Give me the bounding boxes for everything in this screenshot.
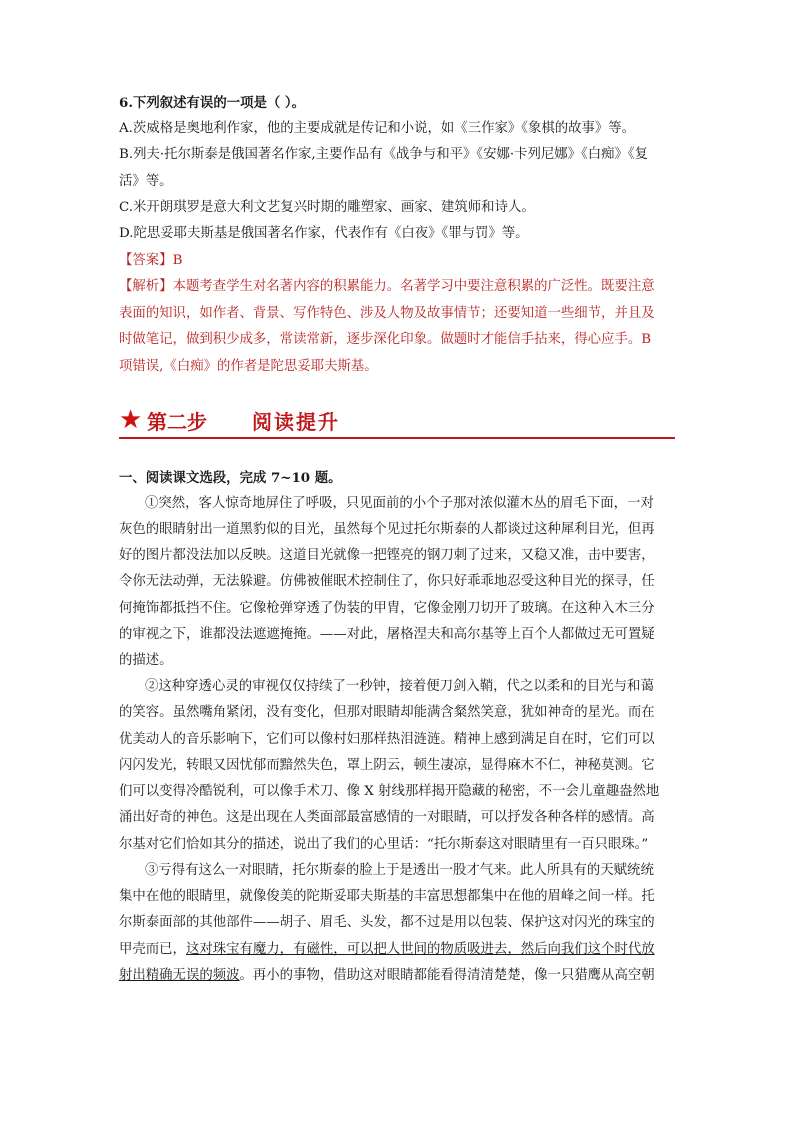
answer-label: 【答案】 — [119, 253, 173, 268]
analysis-line-3: 时做笔记，做到积少成多，常读常新，逐步深化印象。做题时才能信手拈来，得心应手。B — [119, 332, 652, 347]
section-title: 阅读提升 — [252, 410, 340, 434]
option-a: A.茨威格是奥地利作家，他的主要成就是传记和小说，如《三作家》《象棋的故事》等。 — [119, 121, 636, 136]
option-b-cont: 活》等。 — [119, 174, 173, 189]
para3-line-1 — [119, 861, 675, 881]
analysis-line-1 — [119, 277, 675, 297]
option-d: D.陀思妥耶夫斯基是俄国著名作家，代表作有《白夜》《罪与罚》等。 — [119, 226, 529, 241]
option-b: B.列夫·托尔斯泰是俄国著名作家,主要作品有《战争与和平》《安娜·卡列尼娜》《白痴》《复 — [119, 147, 648, 162]
para2-line-6: 涌出好奇的神色。这是出现在人类面部最富感情的一对眼睛，可以抒发各种各样的感情。高 — [119, 810, 655, 825]
para3-line-2: 集中在他的眼睛里，就像俊美的陀斯妥耶夫斯基的丰富思想都集中在他的眉峰之间一样。托 — [119, 889, 655, 904]
star-icon: ★ — [119, 405, 143, 435]
para3-text-1: ③亏得有这么一对眼睛，托尔斯泰的脸上于是透出一股才气来。此人所具有的天赋统统 — [145, 863, 654, 878]
section-step: 第二步 — [147, 410, 207, 434]
analysis-line-2: 表面的知识，如作者、背景、写作特色、涉及人物及故事情节；还要知道一些细节，并且及 — [119, 306, 655, 321]
section-divider — [119, 437, 675, 439]
para3-line-3: 尔斯泰面部的其他部件——胡子、眉毛、头发，都不过是用以包装、保护这对闪光的珠宝的 — [119, 915, 655, 930]
section-heading — [119, 405, 675, 439]
reading-instruction: 一、阅读课文选段，完成 7~10 题。 — [119, 470, 342, 486]
para3-line-5 — [119, 966, 675, 986]
para3-line-4-plain: 甲壳而已， — [119, 942, 186, 957]
para2-line-4: 闪闪发光，转眼又因忧郁而黯然失色，罩上阴云，顿生凄凉，显得麻木不仁，神秘莫测。它 — [119, 758, 655, 773]
answer-row — [119, 251, 675, 271]
analysis-label: 【解析】 — [119, 279, 173, 294]
analysis-line-4: 项错误,《白痴》的作者是陀思妥耶夫斯基。 — [119, 359, 378, 374]
para1-line-7: 的描述。 — [119, 653, 173, 668]
para1-line-4: 令你无法动弹，无法躲避。仿佛被催眠术控制住了，你只好乖乖地忍受这种目光的探寻，任 — [119, 574, 655, 589]
para1-line-3: 好的图片都没法加以反映。这道目光就像一把铿亮的钢刀刺了过来，又稳又准，击中要害， — [119, 548, 655, 563]
para2-line-5: 们可以变得冷酷锐利，可以像手术刀、像 X 射线那样揭开隐藏的秘密，不一会儿童趣盎然地 — [119, 784, 660, 799]
para3-line-5-plain: 。再小的事物，借助这对眼睛都能看得清清楚楚，像一只猎鹰从高空朝 — [239, 968, 655, 983]
para2-text-1: ②这种穿透心灵的审视仅仅持续了一秒钟，接着便刀剑入鞘，代之以柔和的目光与和蔼 — [145, 679, 654, 694]
para3-line-4 — [119, 940, 675, 960]
option-c: C.米开朗琪罗是意大利文艺复兴时期的雕塑家、画家、建筑师和诗人。 — [119, 200, 535, 215]
question-stem: 6.下列叙述有误的一项是（ ）。 — [119, 95, 306, 111]
analysis-text: 本题考查学生对名著内容的积累能力。名著学习中要注意积累的广泛性。既要注意 — [172, 279, 655, 294]
para1-line-2: 灰色的眼睛射出一道黑豹似的目光，虽然每个见过托尔斯泰的人都谈过这种犀利目光，但再 — [119, 522, 655, 537]
para1-line-6: 的审视之下，谁都没法遮遮掩掩。——对此，屠格涅夫和高尔基等上百个人都做过无可置疑 — [119, 627, 655, 642]
para3-line-4-underlined: 这对珠宝有魔力，有磁性，可以把人世间的物质吸进去，然后向我们这个时代放 — [185, 942, 655, 957]
para2-line-1 — [119, 677, 675, 697]
para1-line-5: 何掩饰都抵挡不住。它像枪弹穿透了伪装的甲胄，它像金刚刀切开了玻璃。在这种入木三分 — [119, 601, 655, 616]
para1-text-1: ①突然，客人惊奇地屏住了呼吸，只见面前的小个子那对浓似灌木丛的眉毛下面，一对 — [145, 496, 654, 511]
para2-line-3: 优美动人的音乐影响下，它们可以像村妇那样热泪涟涟。精神上感到满足自在时，它们可以 — [119, 732, 655, 747]
para1-line-1 — [119, 494, 675, 514]
para2-line-2: 的笑容。虽然嘴角紧闭，没有变化，但那对眼睛却能满含粲然笑意，犹如神奇的星光。而在 — [119, 705, 655, 720]
answer-value: B — [172, 253, 183, 268]
para2-line-7: 尔基对它们恰如其分的描述，说出了我们的心里话：“托尔斯泰这对眼睛里有一百只眼珠。” — [119, 837, 649, 852]
para3-line-5-underlined: 射出精确无误的频波 — [119, 968, 240, 983]
